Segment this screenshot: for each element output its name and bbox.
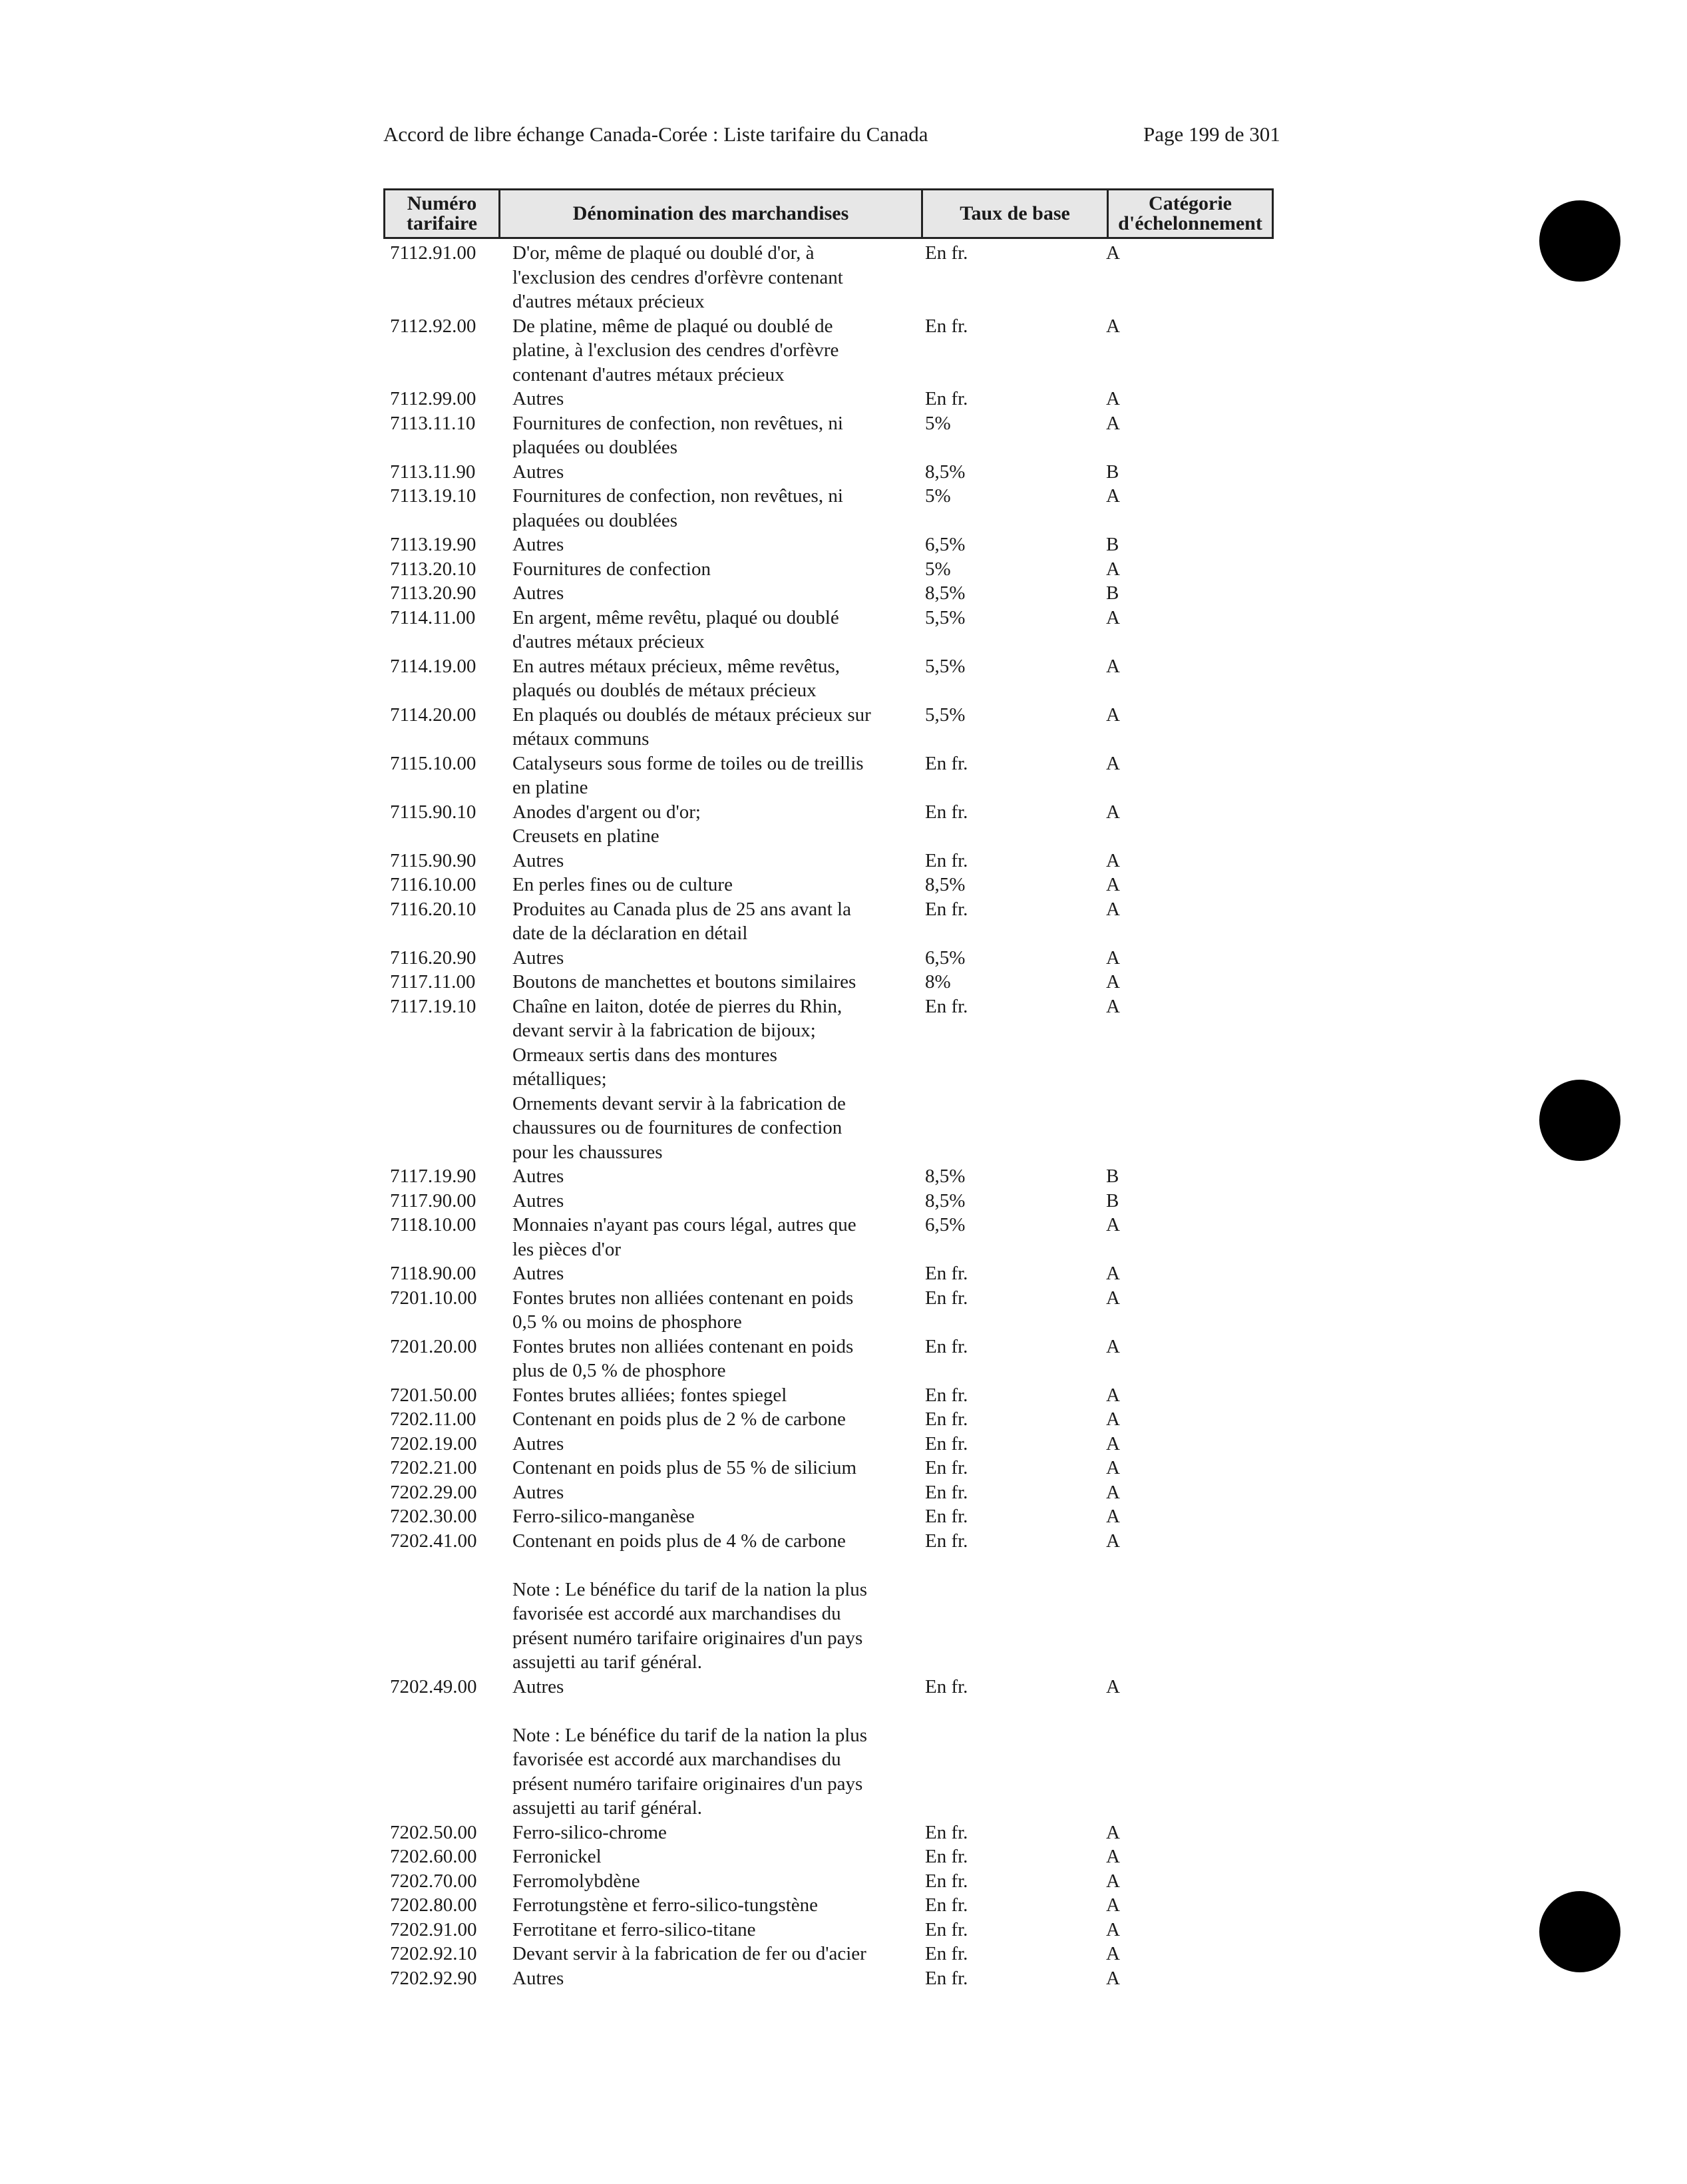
goods-description [512,1480,898,1505]
description-line: d'autres métaux précieux [512,291,705,312]
description-line: Contenant en poids plus de 4 % de carbone [512,1530,846,1552]
base-rate: En fr. [925,1263,968,1284]
base-rate: En fr. [925,1821,968,1843]
description-line: Autres [512,1190,564,1211]
description-line: Ormeaux sertis dans des montures [512,1044,777,1066]
description-line: d'autres métaux précieux [512,631,705,652]
base-rate: En fr. [925,1846,968,1867]
tariff-number: 7114.11.00 [390,606,476,628]
base-rate: En fr. [925,1894,968,1916]
tariff-number: 7201.20.00 [390,1335,477,1357]
description-line: Note : Le bénéfice du tarif de la nation la plus [512,1724,868,1746]
description-line: Autres [512,1432,564,1454]
description-line: Fontes brutes alliées; fontes spiegel [512,1384,787,1406]
table-row [0,752,1687,800]
base-rate: En fr. [925,849,968,871]
table-row [0,1918,1687,1942]
description-line: favorisée est accordé aux marchandises du [512,1749,841,1770]
description-line: date de la déclaration en détail [512,923,748,944]
table-row [0,411,1687,460]
description-line: chaussures ou de fournitures de confection [512,1117,843,1138]
staging-category: A [1106,412,1120,434]
staging-category: A [1106,995,1120,1017]
goods-description [512,1261,898,1286]
description-line: présent numéro tarifaire originaires d'un pays [512,1773,863,1795]
goods-description [512,800,898,849]
description-line: Ferromolybdène [512,1870,640,1892]
base-rate: En fr. [925,1457,968,1478]
table-row [0,1213,1687,1261]
table-row [0,897,1687,946]
staging-category: A [1106,752,1120,774]
description-line: Chaîne en laiton, dotée de pierres du Rhin, [512,995,843,1017]
tariff-number: 7201.10.00 [390,1287,477,1309]
base-rate: 6,5% [925,534,966,555]
description-line: Contenant en poids plus de 2 % de carbone [512,1409,846,1430]
base-rate: En fr. [925,242,968,264]
description-line: l'exclusion des cendres d'orfèvre contenant [512,266,843,288]
tariff-number: 7116.10.00 [390,874,476,895]
description-line: Fontes brutes non alliées contenant en poids [512,1335,854,1357]
staging-category: A [1106,1214,1120,1235]
description-line [512,1553,898,1578]
staging-category: A [1106,1432,1120,1454]
base-rate: En fr. [925,752,968,774]
tariff-number: 7113.11.10 [390,412,476,434]
column-header-rate: Taux de base [960,202,1070,224]
staging-category: A [1106,1335,1120,1357]
tariff-number: 7116.20.10 [390,898,476,920]
goods-description [512,1529,898,1675]
goods-description [512,1675,898,1821]
tariff-number: 7117.11.00 [390,971,476,992]
table-row [0,703,1687,752]
goods-description [512,1189,898,1213]
staging-category: A [1106,1384,1120,1406]
description-line: les pièces d'or [512,1238,622,1260]
tariff-number: 7202.50.00 [390,1821,477,1843]
description-line: plaquées ou doublées [512,509,678,531]
base-rate: 8,5% [925,1190,966,1211]
staging-category: B [1106,534,1119,555]
description-line: pour les chaussures [512,1141,663,1163]
base-rate: 5% [925,485,951,507]
staging-category: B [1106,461,1119,483]
base-rate: En fr. [925,1967,968,1989]
staging-category: A [1106,1821,1120,1843]
goods-description [512,1213,898,1261]
staging-category: B [1106,1166,1119,1187]
table-header [383,188,1274,239]
goods-description [512,484,898,533]
tariff-number: 7117.19.90 [390,1166,476,1187]
staging-category: A [1106,242,1120,264]
table-row [0,1261,1687,1286]
description-line: assujetti au tarif général. [512,1797,703,1819]
goods-description [512,1432,898,1456]
description-line: Autres [512,1263,564,1284]
goods-description [512,1407,898,1432]
table-row [0,1966,1687,1991]
tariff-number: 7114.20.00 [390,704,476,726]
tariff-number: 7202.49.00 [390,1675,477,1697]
tariff-number: 7115.90.90 [390,849,476,871]
base-rate: En fr. [925,1384,968,1406]
base-rate: 5,5% [925,655,966,677]
description-line: devant servir à la fabrication de bijoux; [512,1020,816,1041]
staging-category: A [1106,558,1120,580]
description-line: Creusets en platine [512,825,659,847]
goods-description [512,897,898,946]
base-rate: En fr. [925,1675,968,1697]
goods-description [512,1966,898,1991]
goods-description [512,1918,898,1942]
staging-category: A [1106,1943,1120,1964]
staging-category: A [1106,1287,1120,1309]
tariff-number: 7118.90.00 [390,1263,476,1284]
goods-description [512,241,898,314]
staging-category: A [1106,1967,1120,1989]
table-row [0,1432,1687,1456]
description-line: Fournitures de confection, non revêtues, ni [512,412,843,434]
base-rate: 8,5% [925,874,966,895]
description-line: plaqués ou doublés de métaux précieux [512,680,817,701]
description-line: contenant d'autres métaux précieux [512,363,785,385]
goods-description [512,752,898,800]
goods-description [512,654,898,703]
base-rate: 8,5% [925,1166,966,1187]
description-line: 0,5 % ou moins de phosphore [512,1311,742,1333]
staging-category: B [1106,1190,1119,1211]
staging-category: A [1106,1530,1120,1552]
table-row [0,1893,1687,1918]
table-row [0,1480,1687,1505]
base-rate: 8,5% [925,461,966,483]
goods-description [512,873,898,897]
tariff-number: 7113.11.90 [390,461,476,483]
description-line: Ornements devant servir à la fabrication de [512,1092,846,1114]
staging-category: A [1106,947,1120,969]
table-row [0,1869,1687,1894]
description-line: Autres [512,849,564,871]
table-row [0,1942,1687,1966]
table-row [0,994,1687,1165]
goods-description [512,849,898,873]
staging-category: A [1106,1409,1120,1430]
description-line: Note : Le bénéfice du tarif de la nation la plus [512,1578,868,1600]
goods-description [512,581,898,606]
staging-category: A [1106,801,1120,823]
description-line: Ferronickel [512,1846,602,1867]
staging-category: A [1106,898,1120,920]
tariff-number: 7115.10.00 [390,752,476,774]
goods-description [512,1335,898,1383]
description-line: Produites au Canada plus de 25 ans avant la [512,898,851,920]
table-row [0,581,1687,606]
description-line: plaquées ou doublées [512,437,678,458]
goods-description [512,1845,898,1869]
table-row [0,1675,1687,1821]
staging-category: A [1106,704,1120,726]
base-rate: 5% [925,558,951,580]
goods-description [512,557,898,582]
tariff-number: 7112.99.00 [390,388,476,409]
table-row [0,1529,1687,1675]
description-line: Fontes brutes non alliées contenant en poids [512,1287,854,1309]
base-rate: En fr. [925,1918,968,1940]
table-row [0,1189,1687,1213]
column-header-category: Catégorie d'échelonnement [1118,192,1262,234]
description-line: En perles fines ou de culture [512,874,733,895]
base-rate: En fr. [925,1335,968,1357]
description-line: Autres [512,388,564,409]
description-line: métalliques; [512,1068,607,1090]
goods-description [512,1893,898,1918]
tariff-number: 7112.91.00 [390,242,476,264]
tariff-number: 7113.20.10 [390,558,476,580]
page-number: Page 199 de 301 [1143,122,1280,146]
staging-category: B [1106,582,1119,604]
tariff-number: 7116.20.90 [390,947,476,969]
tariff-table-body [0,241,1687,1990]
base-rate: En fr. [925,898,968,920]
description-line: Ferro-silico-manganèse [512,1506,695,1527]
description-line: Boutons de manchettes et boutons similaires [512,971,856,992]
base-rate: En fr. [925,1870,968,1892]
goods-description [512,1456,898,1480]
description-line: Autres [512,461,564,483]
description-line: De platine, même de plaqué ou doublé de [512,315,833,337]
description-line: favorisée est accordé aux marchandises du [512,1603,841,1624]
table-row [0,557,1687,582]
staging-category: A [1106,1263,1120,1284]
table-row [0,1845,1687,1869]
tariff-number: 7113.20.90 [390,582,476,604]
table-row [0,1335,1687,1383]
staging-category: A [1106,849,1120,871]
table-row [0,800,1687,849]
goods-description [512,1942,898,1966]
goods-description [512,1821,898,1845]
description-line: Autres [512,1675,564,1697]
tariff-number: 7202.19.00 [390,1432,477,1454]
goods-description [512,1383,898,1408]
base-rate: En fr. [925,1432,968,1454]
tariff-number: 7118.10.00 [390,1214,476,1235]
goods-description [512,1286,898,1335]
base-rate: En fr. [925,1287,968,1309]
description-line: Ferrotungstène et ferro-silico-tungstène [512,1894,819,1916]
staging-category: A [1106,1918,1120,1940]
description-line: en platine [512,777,588,798]
goods-description [512,460,898,485]
table-row [0,460,1687,485]
description-line: Fournitures de confection [512,558,711,580]
column-header-description: Dénomination des marchandises [572,202,849,224]
base-rate: 8% [925,971,951,992]
goods-description [512,1164,898,1189]
goods-description [512,411,898,460]
tariff-number: 7113.19.10 [390,485,476,507]
goods-description [512,946,898,971]
tariff-number: 7202.80.00 [390,1894,477,1916]
table-row [0,873,1687,897]
base-rate: 5% [925,412,951,434]
tariff-number: 7202.91.00 [390,1918,477,1940]
base-rate: En fr. [925,1943,968,1964]
table-row [0,654,1687,703]
tariff-number: 7112.92.00 [390,315,476,337]
table-row [0,241,1687,314]
tariff-number: 7115.90.10 [390,801,476,823]
staging-category: A [1106,1457,1120,1478]
description-line: Contenant en poids plus de 55 % de silicium [512,1457,857,1478]
table-row [0,849,1687,873]
table-row [0,1164,1687,1189]
table-row [0,533,1687,557]
staging-category: A [1106,606,1120,628]
goods-description [512,1869,898,1894]
table-row [0,1407,1687,1432]
tariff-number: 7117.90.00 [390,1190,476,1211]
description-line: D'or, même de plaqué ou doublé d'or, à [512,242,815,264]
page-header-title: Accord de libre échange Canada-Corée : Liste tarifaire du Canada [383,122,928,146]
table-row [0,484,1687,533]
description-line [512,1699,898,1723]
base-rate: En fr. [925,1481,968,1503]
table-row [0,1383,1687,1408]
staging-category: A [1106,1870,1120,1892]
description-line: Ferro-silico-chrome [512,1821,667,1843]
description-line: platine, à l'exclusion des cendres d'orfèvre [512,339,839,361]
table-row [0,1504,1687,1529]
base-rate: 6,5% [925,1214,966,1235]
table-row [0,946,1687,971]
goods-description [512,606,898,654]
staging-category: A [1106,315,1120,337]
description-line: Devant servir à la fabrication de fer ou d'acier [512,1943,866,1964]
table-row [0,1286,1687,1335]
table-row [0,606,1687,654]
description-line: Autres [512,1967,564,1989]
table-row [0,1456,1687,1480]
goods-description [512,1504,898,1529]
description-line: présent numéro tarifaire originaires d'un pays [512,1627,863,1649]
base-rate: En fr. [925,315,968,337]
staging-category: A [1106,1675,1120,1697]
description-line: métaux communs [512,728,650,750]
staging-category: A [1106,485,1120,507]
staging-category: A [1106,1481,1120,1503]
description-line: Fournitures de confection, non revêtues, ni [512,485,843,507]
staging-category: A [1106,971,1120,992]
description-line: En argent, même revêtu, plaqué ou doublé [512,606,839,628]
base-rate: En fr. [925,995,968,1017]
description-line: Ferrotitane et ferro-silico-titane [512,1918,756,1940]
staging-category: A [1106,1894,1120,1916]
base-rate: En fr. [925,801,968,823]
table-row [0,387,1687,411]
base-rate: 5,5% [925,606,966,628]
goods-description [512,994,898,1165]
base-rate: 6,5% [925,947,966,969]
base-rate: 5,5% [925,704,966,726]
description-line: Autres [512,1166,564,1187]
goods-description [512,703,898,752]
base-rate: 8,5% [925,582,966,604]
tariff-number: 7202.92.10 [390,1943,477,1964]
staging-category: A [1106,1506,1120,1527]
table-row [0,970,1687,994]
description-line: plus de 0,5 % de phosphore [512,1360,726,1381]
tariff-number: 7202.70.00 [390,1870,477,1892]
tariff-number: 7202.60.00 [390,1846,477,1867]
description-line: Autres [512,1481,564,1503]
description-line: Catalyseurs sous forme de toiles ou de treillis [512,752,864,774]
description-line: Autres [512,534,564,555]
goods-description [512,533,898,557]
staging-category: A [1106,1846,1120,1867]
base-rate: En fr. [925,1506,968,1527]
tariff-number: 7114.19.00 [390,655,476,677]
base-rate: En fr. [925,388,968,409]
description-line: En autres métaux précieux, même revêtus, [512,655,840,677]
tariff-number: 7201.50.00 [390,1384,477,1406]
description-line: Monnaies n'ayant pas cours légal, autres que [512,1214,856,1235]
staging-category: A [1106,388,1120,409]
staging-category: A [1106,874,1120,895]
goods-description [512,387,898,411]
tariff-number: 7113.19.90 [390,534,476,555]
tariff-number: 7202.21.00 [390,1457,477,1478]
tariff-number: 7202.41.00 [390,1530,477,1552]
tariff-number: 7202.30.00 [390,1506,477,1527]
tariff-number: 7202.29.00 [390,1481,477,1503]
tariff-number: 7202.92.90 [390,1967,477,1989]
goods-description [512,970,898,994]
description-line: En plaqués ou doublés de métaux précieux sur [512,704,871,726]
staging-category: A [1106,655,1120,677]
description-line: Autres [512,582,564,604]
description-line: assujetti au tarif général. [512,1651,703,1673]
tariff-number: 7202.11.00 [390,1409,476,1430]
description-line: Autres [512,947,564,969]
base-rate: En fr. [925,1530,968,1552]
table-row [0,314,1687,387]
table-row [0,1821,1687,1845]
description-line: Anodes d'argent ou d'or; [512,801,701,823]
column-header-number: Numéro tarifaire [406,192,478,234]
goods-description [512,314,898,387]
tariff-number: 7117.19.10 [390,995,476,1017]
base-rate: En fr. [925,1409,968,1430]
